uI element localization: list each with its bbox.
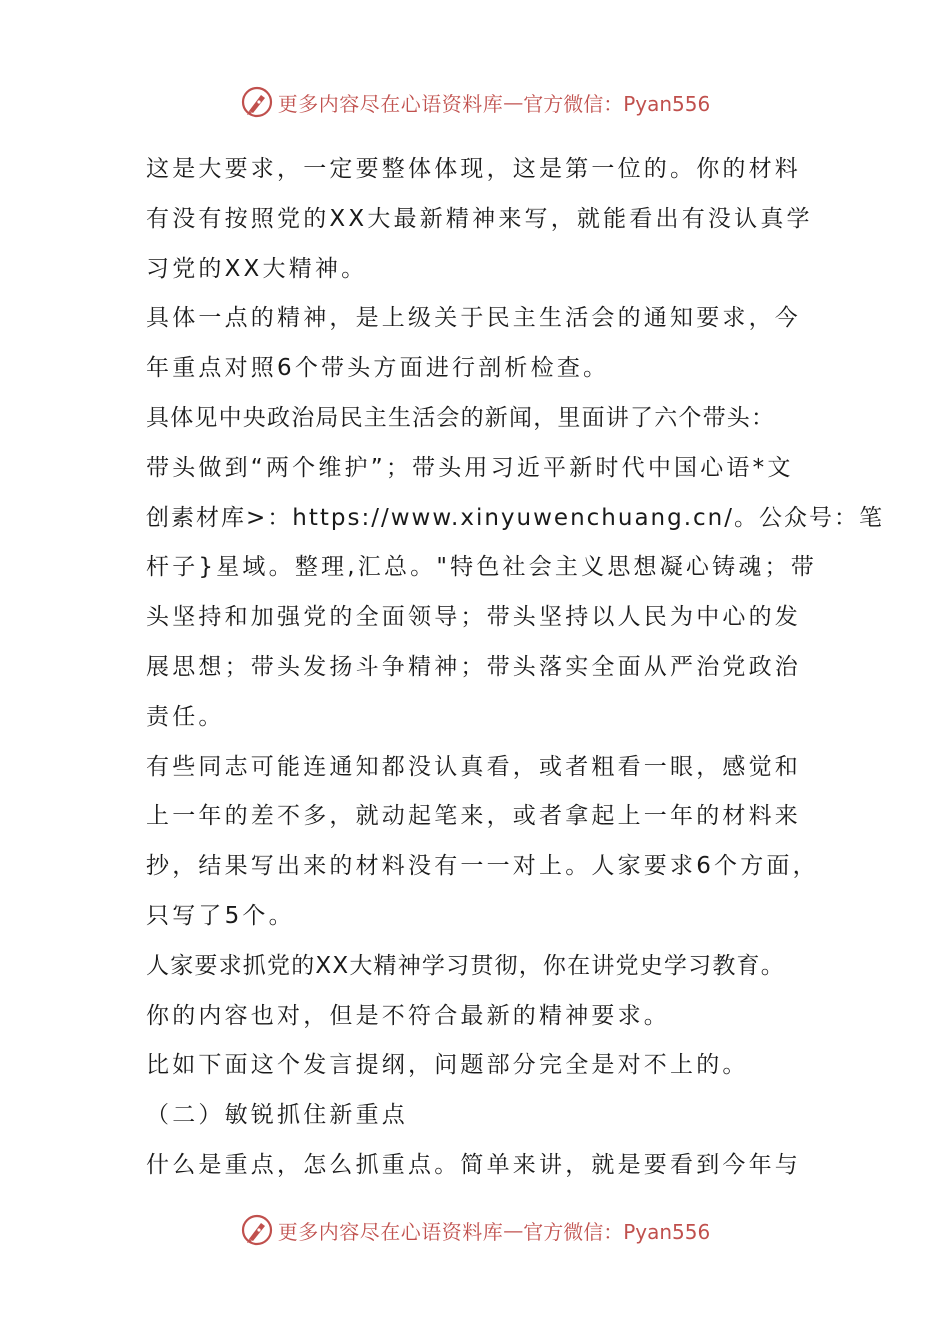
- text-line: 抄，结果写出来的材料没有一一对上。人家要求6个方面，: [146, 853, 819, 880]
- text-line: 你的内容也对，但是不符合最新的精神要求。: [146, 1002, 670, 1029]
- section-heading: （二）敏锐抓住新重点: [146, 1102, 408, 1129]
- footer-watermark: [0, 1210, 950, 1250]
- header-watermark: [0, 82, 950, 122]
- pen-nib-logo-icon: [240, 1213, 274, 1247]
- text-line: 责任。: [146, 703, 225, 730]
- text-line: 头坚持和加强党的全面领导；带头坚持以人民为中心的发: [146, 604, 801, 631]
- text-line: 杆子}星域。整理,汇总。"特色社会主义思想凝心铸魂；带: [146, 554, 817, 581]
- watermark-text: 更多内容尽在心语资料库: [277, 91, 504, 116]
- watermark-contact: 官方微信：Pyan556: [523, 91, 711, 116]
- watermark-dash: —: [503, 1218, 524, 1242]
- watermark-text: 更多内容尽在心语资料库: [277, 1219, 504, 1244]
- text-line: 习党的XX大精神。: [146, 255, 368, 282]
- text-line: 有没有按照党的XX大最新精神来写，就能看出有没认真学: [146, 205, 813, 232]
- watermark-dash: —: [503, 90, 524, 114]
- text-line: 展思想；带头发扬斗争精神；带头落实全面从严治党政治: [146, 653, 801, 680]
- watermark-contact: 官方微信：Pyan556: [523, 1219, 711, 1244]
- text-line: 上一年的差不多，就动起笔来，或者拿起上一年的材料来: [146, 803, 801, 830]
- text-line: 这是大要求，一定要整体体现，这是第一位的。你的材料: [146, 156, 801, 182]
- text-line: 只写了5个。: [146, 902, 295, 929]
- text-line: 人家要求抓党的XX大精神学习贯彻，你在讲党史学习教育。: [146, 952, 785, 979]
- text-line: 有些同志可能连通知都没认真看，或者粗看一眼，感觉和: [146, 753, 801, 780]
- text-line: 具体见中央政治局民主生活会的新闻，里面讲了六个带头：: [146, 404, 776, 431]
- text-line: 年重点对照6个带头方面进行剖析检查。: [146, 355, 610, 382]
- text-line: 创素材库>：https://www.xinyuwenchuang.cn/。公众号：笔: [146, 504, 885, 531]
- text-line: 比如下面这个发言提纲，问题部分完全是对不上的。: [146, 1052, 749, 1079]
- pen-nib-logo-icon: [240, 85, 274, 119]
- text-line: 什么是重点，怎么抓重点。简单来讲，就是要看到今年与: [146, 1151, 801, 1178]
- text-line: 具体一点的精神，是上级关于民主生活会的通知要求，今: [146, 305, 801, 332]
- text-line: 带头做到“两个维护”；带头用习近平新时代中国心语*文: [146, 454, 794, 481]
- document-body: [146, 145, 885, 1191]
